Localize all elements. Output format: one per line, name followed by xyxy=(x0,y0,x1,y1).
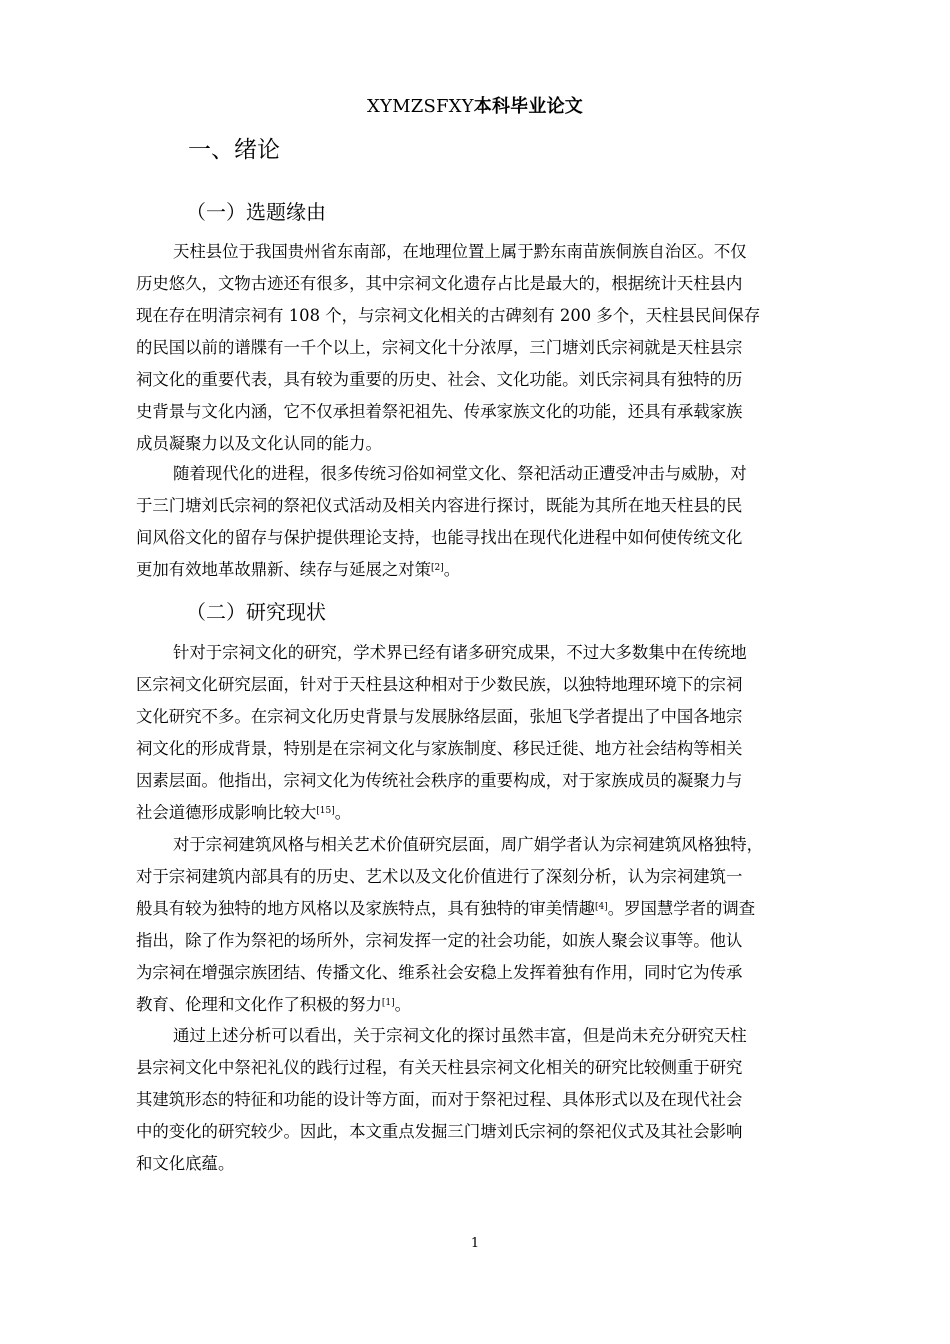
paragraph-line: 和文化底蕴。 xyxy=(136,1154,235,1173)
paragraph-line: 针对于宗祠文化的研究，学术界已经有诸多研究成果，不过大多数集中在传统地 xyxy=(173,643,747,662)
paragraph xyxy=(136,1020,860,1180)
citation-ref: [15] xyxy=(316,806,335,816)
paragraph-line: 文化研究不多。在宗祠文化历史背景与发展脉络层面，张旭飞学者提出了中国各地宗 xyxy=(136,707,743,726)
paragraph-line xyxy=(136,554,860,586)
paragraph-line: 指出，除了作为祭祀的场所外，宗祠发挥一定的社会功能，如族人聚会议事等。他认 xyxy=(136,931,743,950)
header-title: 本科毕业论文 xyxy=(473,96,583,117)
paragraph xyxy=(136,236,860,460)
line-text: 教育、伦理和文化作了积极的努力 xyxy=(136,995,382,1014)
section-heading-introduction: 一、绪论 xyxy=(188,137,280,163)
paragraph-line: 史背景与文化内涵，它不仅承担着祭祀祖先、传承家族文化的功能，还具有承载家族 xyxy=(136,402,743,421)
paragraph-line: 随着现代化的进程，很多传统习俗如祠堂文化、祭祀活动正遭受冲击与威胁，对 xyxy=(173,464,747,483)
subsection-heading-topic-reason: （一）选题缘由 xyxy=(186,200,326,224)
paragraph-line xyxy=(136,797,860,829)
line-text: 社会道德形成影响比较大 xyxy=(136,803,317,822)
paragraph-line: 历史悠久，文物古迹还有很多，其中宗祠文化遗存占比是最大的，根据统计天柱县内 xyxy=(136,274,743,293)
paragraph-line: 因素层面。他指出，宗祠文化为传统社会秩序的重要构成，对于家族成员的凝聚力与 xyxy=(136,771,743,790)
paragraph-line: 对于宗祠建筑风格与相关艺术价值研究层面，周广娟学者认为宗祠建筑风格独特， xyxy=(173,835,764,854)
paragraph-line: 的民国以前的谱牒有一千个以上，宗祠文化十分浓厚，三门塘刘氏宗祠就是天柱县宗 xyxy=(136,338,743,357)
paragraph-line xyxy=(136,989,860,1021)
paragraph-line: 祠文化的重要代表，具有较为重要的历史、社会、文化功能。刘氏宗祠具有独特的历 xyxy=(136,370,743,389)
paragraph-line: 祠文化的形成背景，特别是在宗祠文化与家族制度、移民迁徙、地方社会结构等相关 xyxy=(136,739,743,758)
citation-ref: [1] xyxy=(381,998,395,1008)
paragraph-line: 其建筑形态的特征和功能的设计等方面，而对于祭祀过程、具体形式以及在现代社会 xyxy=(136,1090,743,1109)
line-text: 般具有较为独特的地方风格以及家族特点，具有独特的审美情趣 xyxy=(136,899,595,918)
line-tail: 。 xyxy=(334,803,352,822)
line-tail: 。 xyxy=(394,995,411,1014)
page-header xyxy=(0,94,950,120)
paragraph-line: 区宗祠文化研究层面，针对于天柱县这种相对于少数民族，以独特地理环境下的宗祠 xyxy=(136,675,743,694)
header-prefix: XYMZSFXY xyxy=(367,96,474,117)
paragraph-line: 天柱县位于我国贵州省东南部，在地理位置上属于黔东南苗族侗族自治区。不仅 xyxy=(173,242,747,261)
paragraph xyxy=(136,637,860,829)
paragraph-line: 为宗祠在增强宗族团结、传播文化、维系社会安稳上发挥着独有作用，同时它为传承 xyxy=(136,963,743,982)
citation-ref: [2] xyxy=(431,563,444,573)
line-text: 更加有效地革故鼎新、续存与延展之对策 xyxy=(136,560,432,579)
page-number: 1 xyxy=(470,1236,480,1251)
line-tail: 。 xyxy=(443,560,461,579)
paragraph-line: 成员凝聚力以及文化认同的能力。 xyxy=(136,434,382,453)
paragraph-line: 对于宗祠建筑内部具有的历史、艺术以及文化价值进行了深刻分析，认为宗祠建筑一 xyxy=(136,867,743,886)
paragraph xyxy=(136,829,860,1021)
paragraph-line: 间风俗文化的留存与保护提供理论支持，也能寻找出在现代化进程中如何使传统文化 xyxy=(136,528,743,547)
citation-ref: [4] xyxy=(594,902,608,912)
paragraph-line: 现在存在明清宗祠有 108 个，与宗祠文化相关的古碑刻有 200 多个，天柱县民间保存 xyxy=(136,306,761,325)
line-tail: 。罗国慧学者的调查 xyxy=(607,899,756,918)
paragraph-line: 通过上述分析可以看出，关于宗祠文化的探讨虽然丰富，但是尚未充分研究天柱 xyxy=(173,1026,747,1045)
paragraph-line: 中的变化的研究较少。因此，本文重点发掘三门塘刘氏宗祠的祭祀仪式及其社会影响 xyxy=(136,1122,743,1141)
paragraph-line xyxy=(136,893,860,925)
subsection-heading-research-status: （二）研究现状 xyxy=(186,600,326,624)
paragraph xyxy=(136,458,860,586)
paragraph-line: 县宗祠文化中祭祀礼仪的践行过程，有关天柱县宗祠文化相关的研究比较侧重于研究 xyxy=(136,1058,743,1077)
paragraph-line: 于三门塘刘氏宗祠的祭祀仪式活动及相关内容进行探讨，既能为其所在地天柱县的民 xyxy=(136,496,743,515)
